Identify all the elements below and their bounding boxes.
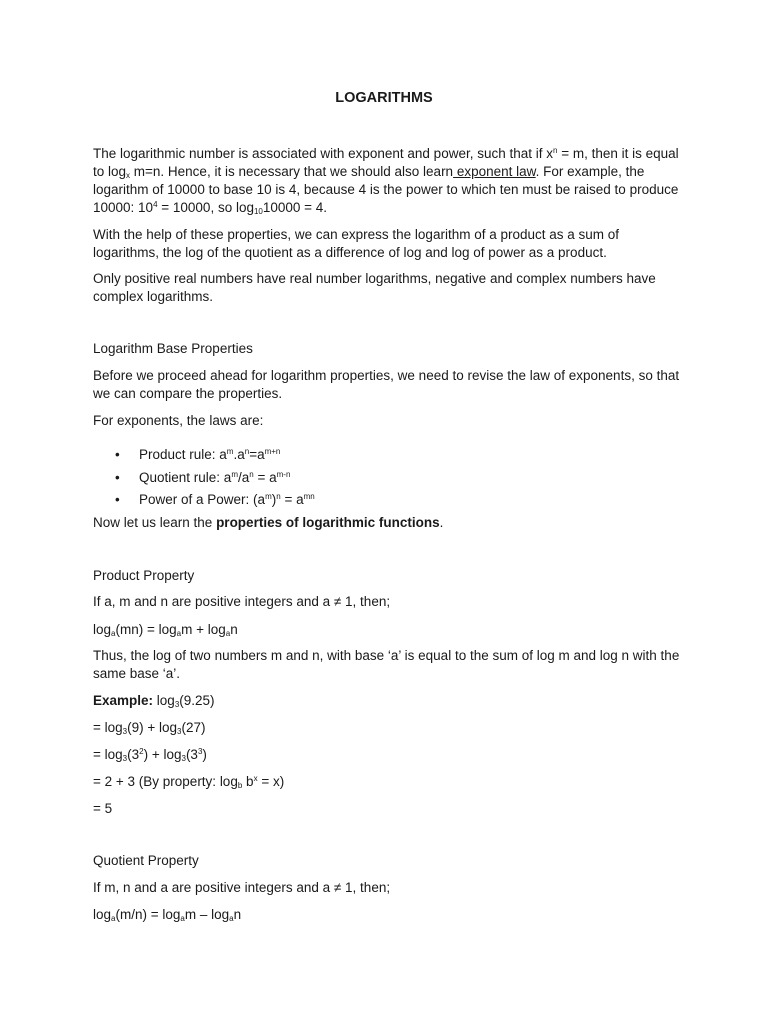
example-text: ) (202, 747, 207, 762)
intro-sub: x (126, 171, 131, 180)
example-sub: 3 (174, 700, 180, 709)
rule-text: /a (237, 469, 250, 485)
product-example-line-2 (93, 719, 683, 737)
example-text: (3 (127, 747, 140, 762)
example-text: (27) (181, 720, 206, 735)
product-explanation: Thus, the log of two numbers m and n, with base ‘a’ is equal to the sum of log m and log n with the same base ‘a’. (93, 648, 680, 681)
intro-text: The logarithmic number is associated with exponent and power, such that if x (93, 146, 553, 161)
rule-sup: n (276, 492, 281, 501)
example-text: = log (93, 720, 123, 735)
before-proceed-paragraph: Before we proceed ahead for logarithm properties, we need to revise the law of exponents, so that we can compare the properties. (93, 368, 680, 401)
rule-sup: m+n (264, 447, 281, 456)
bullet-icon: • (115, 447, 120, 462)
rule-text: Power of a Power: (a (139, 492, 266, 507)
rule-sup: n (244, 447, 250, 456)
bullet-icon: • (115, 492, 120, 507)
example-text: log (153, 693, 175, 708)
rule-text: Product rule: a (139, 447, 227, 462)
intro-text: = m, then it is equal to log (93, 146, 679, 179)
rule-sup: m (231, 469, 238, 479)
product-property-heading: Product Property (93, 568, 195, 583)
intro-text: = 10000, so log (157, 200, 254, 215)
quotient-property-heading: Quotient Property (93, 853, 199, 868)
rule-sup: mn (303, 492, 315, 501)
intro-text: . For example, the logarithm of 10000 to base 10 is 4, because 4 is the power to which ten must be raised to produce 10000: 10 (93, 164, 679, 215)
rule-text: = a (280, 492, 304, 507)
page-title: LOGARITHMS (335, 90, 433, 106)
rule-text: ) (271, 492, 277, 507)
rule-sup: n (249, 469, 254, 479)
example-label: Example: (93, 693, 154, 708)
example-sub: 3 (181, 754, 186, 763)
base-properties-heading: Logarithm Base Properties (93, 341, 253, 356)
intro-sup: 4 (153, 200, 158, 209)
formula-text: n (230, 622, 238, 637)
example-sup: 2 (139, 747, 144, 756)
list-item-product-rule (93, 446, 683, 469)
exponent-laws-list (93, 446, 683, 514)
product-example-line-1 (93, 692, 683, 710)
rule-text: .a (233, 447, 245, 462)
formula-text: (m/n) = log (115, 907, 181, 922)
quotient-formula (93, 906, 683, 924)
product-formula (93, 621, 683, 639)
example-text: = x) (257, 774, 285, 789)
rule-sup: m (265, 492, 272, 501)
formula-sub: a (111, 914, 116, 923)
example-sup: 3 (197, 747, 203, 756)
formula-sub: a (111, 629, 116, 638)
intro-sub: 10 (253, 207, 263, 216)
formula-text: (mn) = log (115, 622, 177, 637)
example-text: (9.25) (179, 693, 215, 708)
properties-intro-text: . (439, 515, 444, 530)
example-sub: 3 (122, 754, 128, 763)
intro-text: m=n. Hence, it is necessary that we should also learn (130, 164, 454, 179)
example-text: ) + log (143, 747, 182, 762)
formula-text: log (93, 907, 112, 922)
example-text: (3 (185, 747, 198, 762)
rule-text: = a (253, 469, 277, 485)
rule-sup: m-n (276, 469, 291, 479)
properties-intro-paragraph (93, 514, 683, 532)
product-example-line-4 (93, 773, 683, 791)
example-sub: 3 (177, 727, 182, 736)
formula-sub: a (225, 629, 231, 638)
rule-text: Quotient rule: a (139, 469, 232, 485)
example-text: (9) + log (127, 720, 178, 735)
formula-sub: a (229, 914, 234, 923)
formula-text: log (93, 622, 112, 637)
bullet-icon: • (115, 469, 120, 485)
example-text: = log (93, 747, 123, 762)
example-sub: 3 (122, 727, 128, 736)
example-text: = 2 + 3 (By property: log (93, 774, 238, 789)
properties-help-paragraph: With the help of these properties, we can express the logarithm of a product as a sum of logarithms, the log of the quotient as a difference of log and log of power as a product. (93, 227, 620, 260)
intro-sup: n (553, 146, 558, 155)
formula-text: m – log (184, 907, 230, 922)
product-condition: If a, m and n are positive integers and a ≠ 1, then; (93, 594, 391, 609)
product-example-line-3 (93, 746, 683, 764)
example-sub: b (237, 781, 243, 790)
intro-text: 10000 = 4. (262, 200, 328, 215)
list-item-power-rule (93, 491, 683, 514)
list-item-quotient-rule (93, 469, 683, 492)
quotient-condition: If m, n and a are positive integers and a ≠ 1, then; (93, 880, 391, 895)
exponent-law-link[interactable]: exponent law (453, 164, 536, 179)
product-example-line-5: = 5 (93, 801, 113, 816)
example-sup: x (253, 774, 258, 783)
properties-intro-text: Now let us learn the (93, 515, 217, 530)
formula-sub: a (176, 629, 182, 638)
formula-text: m + log (181, 622, 226, 637)
example-text: b (242, 774, 254, 789)
intro-paragraph (93, 145, 683, 217)
rule-sup: m (226, 447, 234, 456)
rule-text: =a (249, 447, 265, 462)
formula-sub: a (180, 914, 185, 923)
properties-intro-bold: properties of logarithmic functions (216, 515, 440, 530)
exponent-laws-intro: For exponents, the laws are: (93, 413, 264, 428)
positive-numbers-paragraph: Only positive real numbers have real number logarithms, negative and complex numbers have complex logarithms. (93, 271, 656, 304)
formula-text: n (233, 907, 242, 922)
